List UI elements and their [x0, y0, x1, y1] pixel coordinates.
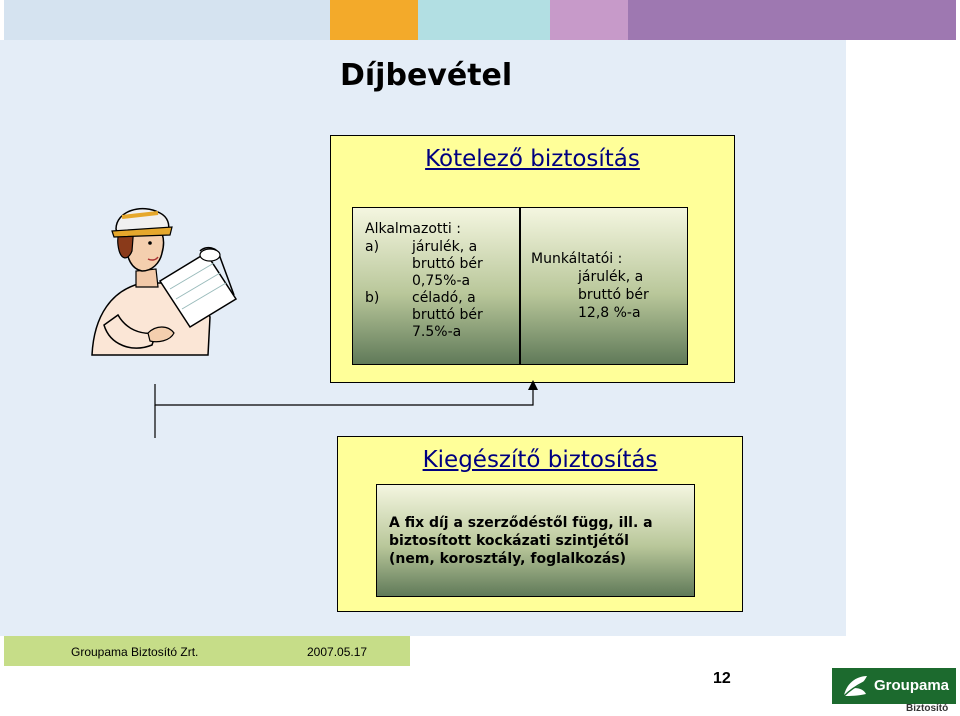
- header-stripe-6: [628, 0, 956, 40]
- employee-item-a-marker: a): [365, 239, 380, 255]
- employee-heading: Alkalmazotti :: [365, 221, 461, 237]
- employer-line: járulék, a: [578, 269, 644, 285]
- connector-arrow: [150, 378, 542, 440]
- mandatory-insurance-title: Kötelező biztosítás: [425, 146, 640, 172]
- employee-item-b-line: céladó, a: [412, 290, 476, 306]
- header-stripe-5: [550, 0, 628, 40]
- supplementary-insurance-title: Kiegészítő biztosítás: [422, 447, 658, 473]
- header-stripe-orange: [330, 0, 416, 40]
- supplementary-detail-box: [376, 484, 695, 597]
- supplementary-detail-line: (nem, korosztály, foglalkozás): [389, 551, 627, 567]
- worker-clipart-icon: [82, 205, 244, 365]
- employee-item-b-line: bruttó bér: [412, 307, 483, 323]
- employee-item-a-line: járulék, a: [412, 239, 478, 255]
- footer-bar: [4, 636, 410, 666]
- employer-line: 12,8 %-a: [578, 305, 641, 321]
- supplementary-detail-line: A fix díj a szerződéstől függ, ill. a: [389, 515, 653, 531]
- page-number: 12: [713, 670, 731, 687]
- employee-item-a-line: 0,75%-a: [412, 273, 471, 289]
- employer-line: bruttó bér: [578, 287, 649, 303]
- header-stripe-1: [4, 0, 330, 40]
- employee-item-b-line: 7.5%-a: [412, 324, 462, 340]
- supplementary-detail-line: biztosított kockázati szintjétől: [389, 533, 629, 549]
- footer-company: Groupama Biztosító Zrt.: [71, 645, 199, 659]
- employee-contribution-box: [352, 207, 520, 365]
- employer-heading: Munkáltatói :: [531, 251, 623, 267]
- header-stripe-4: [418, 0, 550, 40]
- logo-name: Groupama: [874, 677, 950, 694]
- employee-item-a-line: bruttó bér: [412, 256, 483, 272]
- groupama-leaf-icon: [840, 672, 870, 700]
- employer-contribution-box: [520, 207, 688, 365]
- slide-title: Díjbevétel: [340, 58, 513, 93]
- logo-subtitle: Biztosító: [906, 703, 949, 714]
- employee-item-b-marker: b): [365, 290, 380, 306]
- groupama-logo: [832, 668, 956, 704]
- footer-date: 2007.05.17: [307, 645, 368, 659]
